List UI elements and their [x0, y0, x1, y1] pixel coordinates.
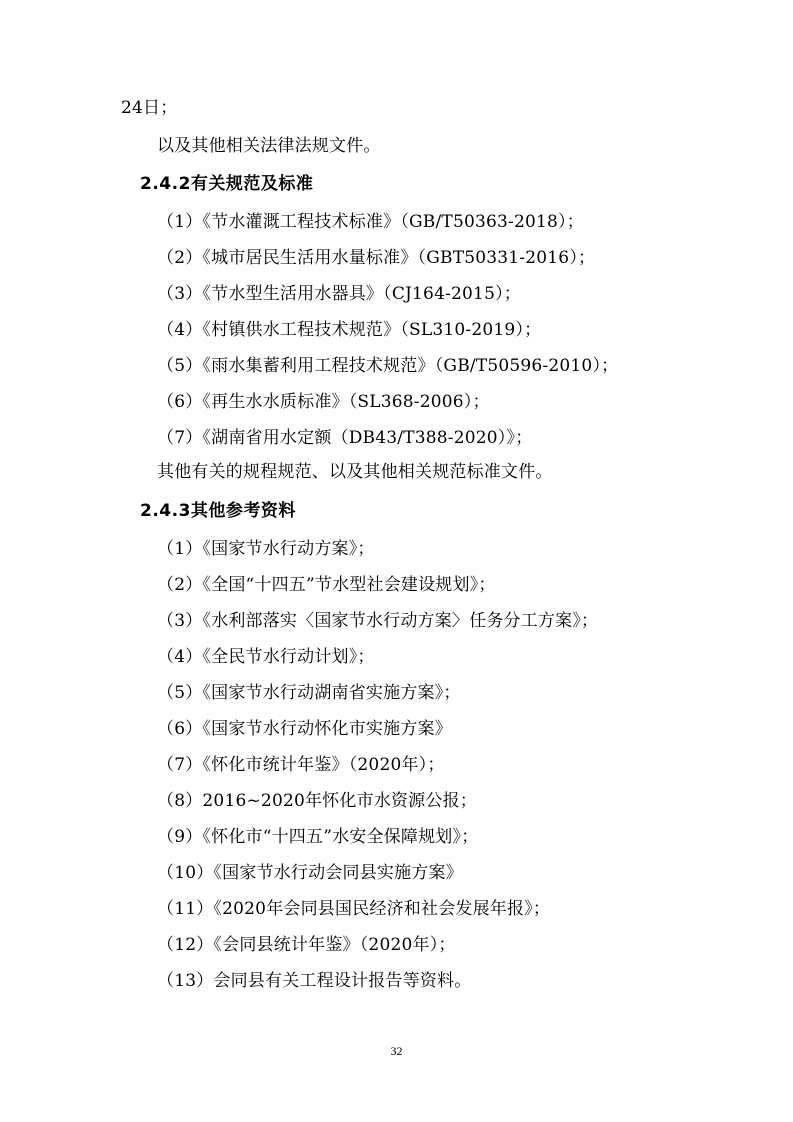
reference-item-8: （8）2016~2020年怀化市水资源公报； — [157, 791, 477, 811]
reference-item-12: （12）《会同县统计年鉴》（2020年）； — [157, 935, 456, 955]
reference-item-11: （11）《2020年会同县国民经济和社会发展年报》； — [157, 899, 551, 919]
reference-item-13: （13）会同县有关工程设计报告等资料。 — [157, 971, 472, 991]
reference-item-2: （2）《全国“十四五”节水型社会建设规划》； — [157, 575, 496, 595]
standard-item-6: （6）《再生水水质标准》（SL368-2006）； — [157, 392, 490, 412]
reference-item-4: （4）《全民节水行动计划》； — [157, 647, 375, 667]
standard-item-4: （4）《村镇供水工程技术规范》（SL310-2019）； — [157, 320, 542, 340]
reference-item-3: （3）《水利部落实〈国家节水行动方案〉任务分工方案》； — [157, 611, 599, 631]
page-number: 32 — [390, 1044, 403, 1058]
standard-item-3: （3）《节水型生活用水器具》（CJ164-2015）； — [157, 284, 521, 304]
standard-item-5: （5）《雨水集蓄利用工程技术规范》（GB/T50596-2010）； — [157, 356, 619, 376]
standard-item-2: （2）《城市居民生活用水量标准》（GBT50331-2016）； — [157, 248, 596, 268]
reference-item-7: （7）《怀化市统计年鉴》（2020年）； — [157, 755, 445, 775]
section-2-4-2-heading: 2.4.2有关规范及标准 — [140, 174, 314, 194]
reference-item-9: （9）《怀化市“十四五”水安全保障规划》； — [157, 827, 479, 847]
standard-item-7: （7）《湖南省用水定额（DB43/T388-2020）》； — [157, 428, 533, 448]
reference-item-6: （6）《国家节水行动怀化市实施方案》 — [157, 719, 452, 739]
standards-closing-line: 其他有关的规程规范、以及其他相关规范标准文件。 — [157, 462, 553, 482]
continued-text-line: 24日； — [121, 98, 178, 118]
reference-item-5: （5）《国家节水行动湖南省实施方案》； — [157, 683, 461, 703]
reference-item-1: （1）《国家节水行动方案》； — [157, 539, 375, 559]
reference-item-10: （10）《国家节水行动会同县实施方案》 — [157, 863, 463, 883]
regulations-closing-line: 以及其他相关法律法规文件。 — [157, 136, 381, 156]
section-2-4-3-heading: 2.4.3其他参考资料 — [140, 501, 296, 521]
standard-item-1: （1）《节水灌溉工程技术标准》（GB/T50363-2018）； — [157, 212, 584, 232]
